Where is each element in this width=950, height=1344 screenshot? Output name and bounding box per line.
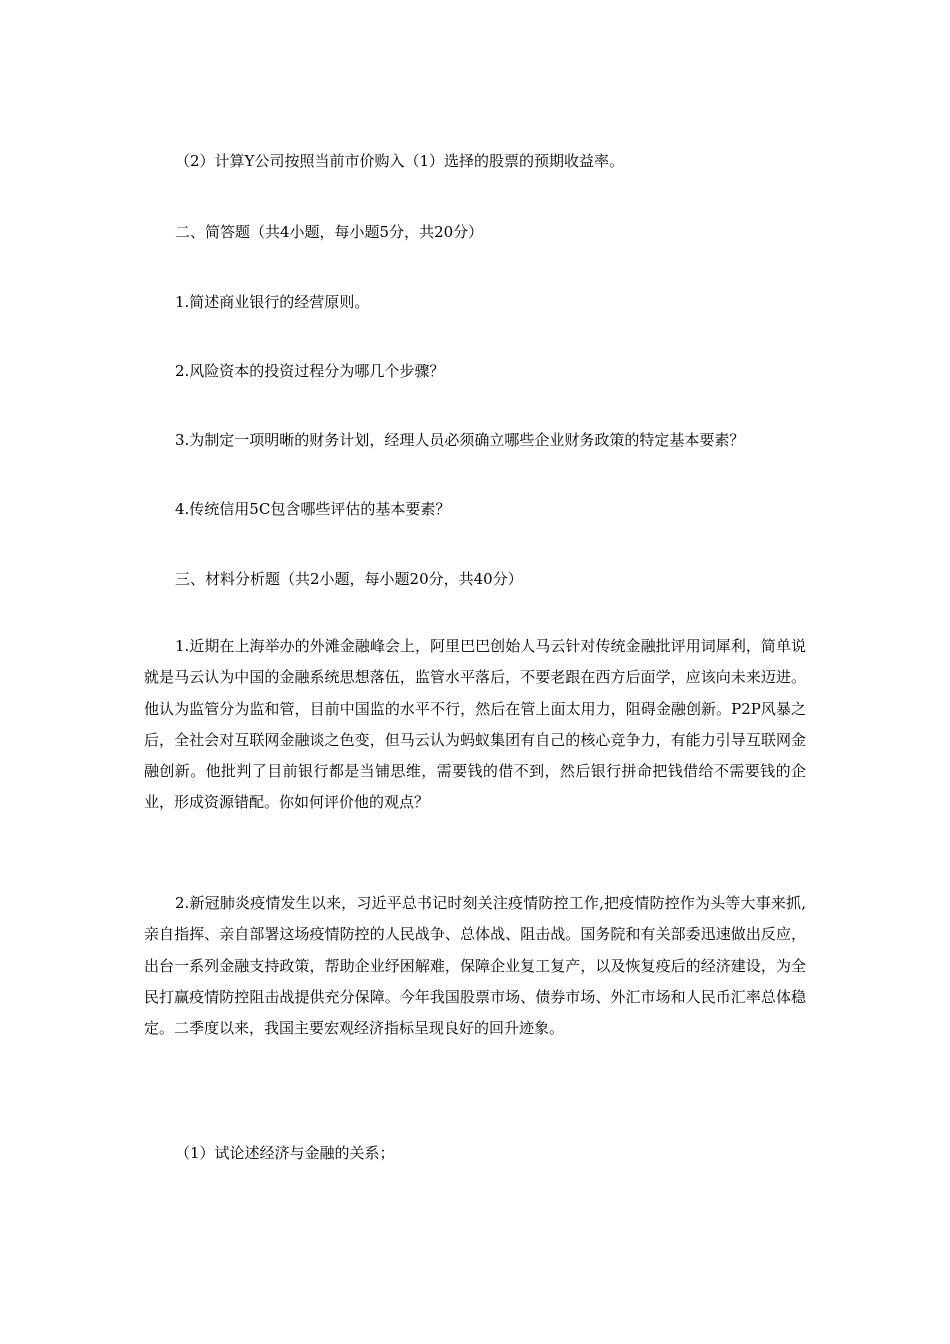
material-analysis-1: 1.近期在上海举办的外滩金融峰会上，阿里巴巴创始人马云针对传统金融批评用词犀利，简单说就是马云认为中国的金融系统思想落伍，监管水平落后，不要老跟在西方后面学，应该向未来迈进。他认为监管分为监和管，目前中国监的水平不行，然后在管上面太用力，阻碍金融创新。P2P风暴之后，全社会对互联网金融谈之色变，但马云认为蚂蚁集团有自己的核心竞争力，有能力引导互联网金融创新。他批判了目前银行都是当铺思维，需要钱的借不到，然后银行拼命把钱借给不需要钱的企业，形成资源错配。你如何评价他的观点？ bbox=[144, 637, 806, 812]
question-2-previous: （2）计算Y公司按照当前市价购入（1）选择的股票的预期收益率。 bbox=[175, 152, 624, 170]
section-3-heading: 三、材料分析题（共2小题，每小题20分，共40分） bbox=[175, 570, 523, 588]
material-2-subquestion-1: （1）试论述经济与金融的关系； bbox=[175, 1144, 395, 1162]
material-analysis-2: 2.新冠肺炎疫情发生以来，习近平总书记时刻关注疫情防控工作,把疫情防控作为头等大事来抓,亲自指挥、亲自部署这场疫情防控的人民战争、总体战、阻击战。国务院和有关部委迅速做出反应，出台一系列金融支持政策，帮助企业纾困解难，保障企业复工复产，以及恢复疫后的经济建设，为全民打赢疫情防控阻击战提供充分保障。今年我国股票市场、债券市场、外汇市场和人民币汇率总体稳定。二季度以来，我国主要宏观经济指标呈现良好的回升迹象。 bbox=[144, 894, 806, 1038]
short-answer-question-3: 3.为制定一项明晰的财务计划，经理人员必须确立哪些企业财务政策的特定基本要素？ bbox=[175, 431, 745, 449]
short-answer-question-4: 4.传统信用5C包含哪些评估的基本要素？ bbox=[175, 500, 451, 518]
section-2-heading: 二、简答题（共4小题，每小题5分，共20分） bbox=[175, 223, 484, 241]
short-answer-question-1: 1.简述商业银行的经营原则。 bbox=[175, 293, 370, 311]
short-answer-question-2: 2.风险资本的投资过程分为哪几个步骤？ bbox=[175, 362, 445, 380]
